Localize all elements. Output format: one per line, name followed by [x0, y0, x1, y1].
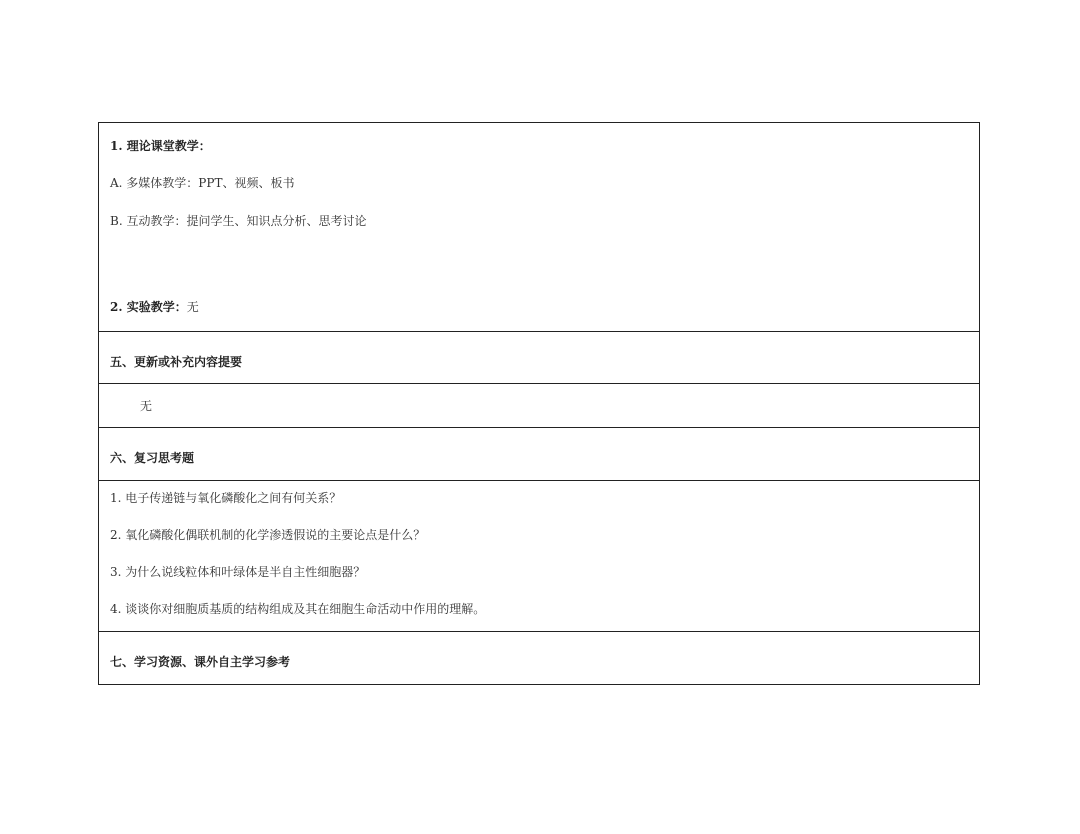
review-heading: 六、复习思考题: [110, 451, 195, 465]
review-question: 3. 为什么说线粒体和叶绿体是半自主性细胞器？: [110, 565, 366, 579]
theory-teaching-heading: 1. 理论课堂教学：: [110, 139, 211, 153]
lesson-plan-table: [98, 122, 980, 685]
resources-heading: 七、学习资源、课外自主学习参考: [110, 655, 291, 669]
update-content: 无: [140, 399, 153, 413]
review-questions-row: [99, 481, 979, 632]
teaching-item-multimedia: A. 多媒体教学：PPT、视频、板书: [110, 176, 295, 190]
experiment-teaching-label: 2. 实验教学：: [110, 300, 187, 314]
teaching-methods-section: [99, 123, 979, 332]
experiment-teaching-line: [110, 299, 199, 315]
review-question: 1. 电子传递链与氧化磷酸化之间有何关系？: [110, 491, 342, 505]
teaching-item-interactive: B. 互动教学：提问学生、知识点分析、思考讨论: [110, 214, 367, 228]
review-question: 4. 谈谈你对细胞质基质的结构组成及其在细胞生命活动中作用的理解。: [110, 602, 486, 616]
review-question: 2. 氧化磷酸化偶联机制的化学渗透假说的主要论点是什么？: [110, 528, 426, 542]
experiment-teaching-value: 无: [186, 300, 199, 314]
resources-heading-row: [99, 632, 979, 684]
update-heading-row: [99, 332, 979, 384]
update-heading: 五、更新或补充内容提要: [110, 355, 243, 369]
review-heading-row: [99, 428, 979, 481]
update-content-row: [99, 384, 979, 428]
